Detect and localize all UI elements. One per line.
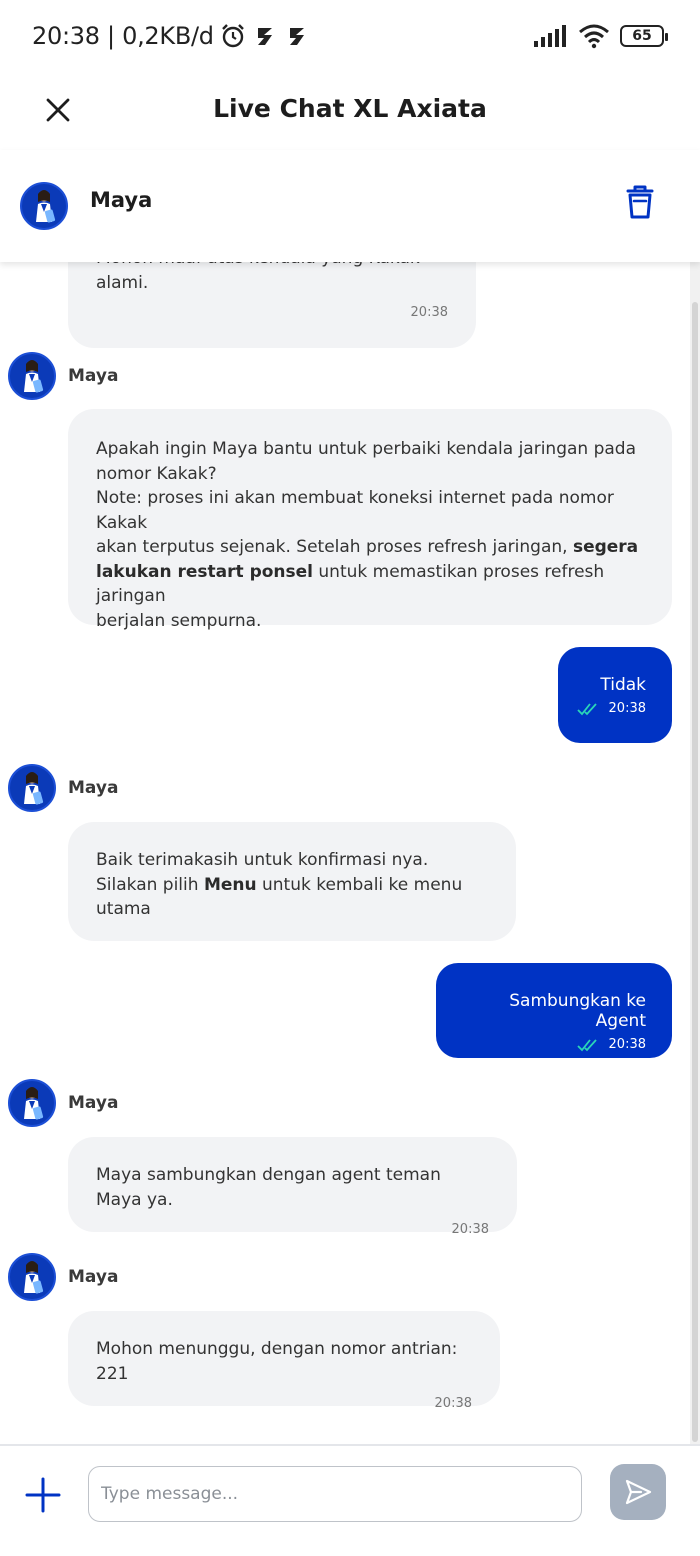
bot-message xyxy=(68,822,516,941)
status-bar-right xyxy=(534,24,664,48)
send-icon xyxy=(623,1477,653,1507)
signal-icon xyxy=(534,25,568,47)
bot-message xyxy=(68,409,672,631)
message-meta xyxy=(584,701,646,716)
message-text: Sambungkan ke Agent xyxy=(509,991,646,1031)
agent-avatar-icon xyxy=(8,764,56,812)
agent-avatar-icon xyxy=(20,182,68,230)
notification-app-icon xyxy=(252,23,278,49)
agent-avatar-icon xyxy=(8,1253,56,1301)
scrollbar-thumb[interactable] xyxy=(692,302,698,1442)
title-bar xyxy=(0,76,700,150)
status-bar xyxy=(0,0,700,76)
sender-name: Maya xyxy=(68,1267,119,1287)
message-time: 20:38 xyxy=(608,701,646,716)
notification-app-icon xyxy=(284,23,310,49)
bot-sender-header xyxy=(8,352,118,400)
message-text: alami. xyxy=(96,272,149,293)
bot-sender-header xyxy=(8,1079,118,1127)
battery-level: 65 xyxy=(632,28,652,44)
trash-icon xyxy=(620,182,660,222)
agent-name: Maya xyxy=(90,188,153,212)
user-message xyxy=(558,647,672,743)
attach-button[interactable] xyxy=(24,1476,62,1514)
message-line: Baik terimakasih untuk konfirmasi nya. xyxy=(96,850,429,870)
send-button[interactable] xyxy=(610,1464,666,1520)
agent-avatar-icon xyxy=(8,1079,56,1127)
message-text: Maya sambungkan dengan agent teman Maya ya. xyxy=(96,1165,441,1210)
message-bold-text: lakukan restart ponsel xyxy=(96,561,313,582)
bot-sender-header xyxy=(8,764,118,812)
read-check-icon xyxy=(577,1038,599,1052)
message-text: Mohon menunggu, dengan nomor antrian: 221 xyxy=(96,1339,458,1384)
sender-name: Maya xyxy=(68,778,119,798)
message-line xyxy=(96,560,644,609)
agent-avatar-icon xyxy=(8,352,56,400)
message-text: akan terputus sejenak. Setelah proses refresh jaringan, xyxy=(96,537,573,557)
message-line xyxy=(96,535,644,560)
message-text: Tidak xyxy=(600,675,646,695)
sender-name: Maya xyxy=(68,1093,119,1113)
user-message xyxy=(436,963,672,1058)
message-line: Note: proses ini akan membuat koneksi internet pada nomor Kakak xyxy=(96,488,614,533)
message-time: 20:38 xyxy=(410,305,448,320)
message-line: nomor Kakak? xyxy=(96,463,217,484)
bot-message xyxy=(68,1311,500,1411)
read-check-icon xyxy=(577,702,599,716)
message-text: Silakan pilih xyxy=(96,874,204,895)
wifi-icon xyxy=(578,24,610,48)
alarm-icon xyxy=(220,23,246,49)
chat-messages[interactable] xyxy=(0,262,700,1444)
sender-name: Maya xyxy=(68,366,119,386)
bot-message xyxy=(68,1137,517,1237)
plus-icon xyxy=(24,1476,62,1514)
message-line: berjalan sempurna. xyxy=(96,610,262,631)
bot-sender-header xyxy=(8,1253,118,1301)
message-meta xyxy=(462,1037,646,1052)
message-input[interactable] xyxy=(88,1466,582,1522)
message-time: 20:38 xyxy=(451,1222,489,1237)
message-text: untuk kembali ke menu utama xyxy=(96,874,463,919)
message-bold-text: Menu xyxy=(203,874,257,895)
status-time-speed: 20:38 | 0,2KB/d xyxy=(32,22,214,50)
delete-chat-button[interactable] xyxy=(620,182,660,222)
message-line xyxy=(96,873,488,922)
status-bar-left xyxy=(32,22,310,50)
page-title: Live Chat XL Axiata xyxy=(213,94,487,123)
message-composer xyxy=(0,1444,700,1556)
message-text: untuk memastikan proses refresh jaringan xyxy=(96,561,605,606)
message-bold-text: segera xyxy=(572,537,639,557)
message-time: 20:38 xyxy=(608,1037,646,1052)
message-line: Apakah ingin Maya bantu untuk perbaiki kendala jaringan pada xyxy=(96,439,636,459)
battery-icon xyxy=(620,25,664,47)
message-time: 20:38 xyxy=(434,1396,472,1411)
chat-scrollbar[interactable] xyxy=(690,262,700,1444)
agent-header xyxy=(0,150,700,262)
